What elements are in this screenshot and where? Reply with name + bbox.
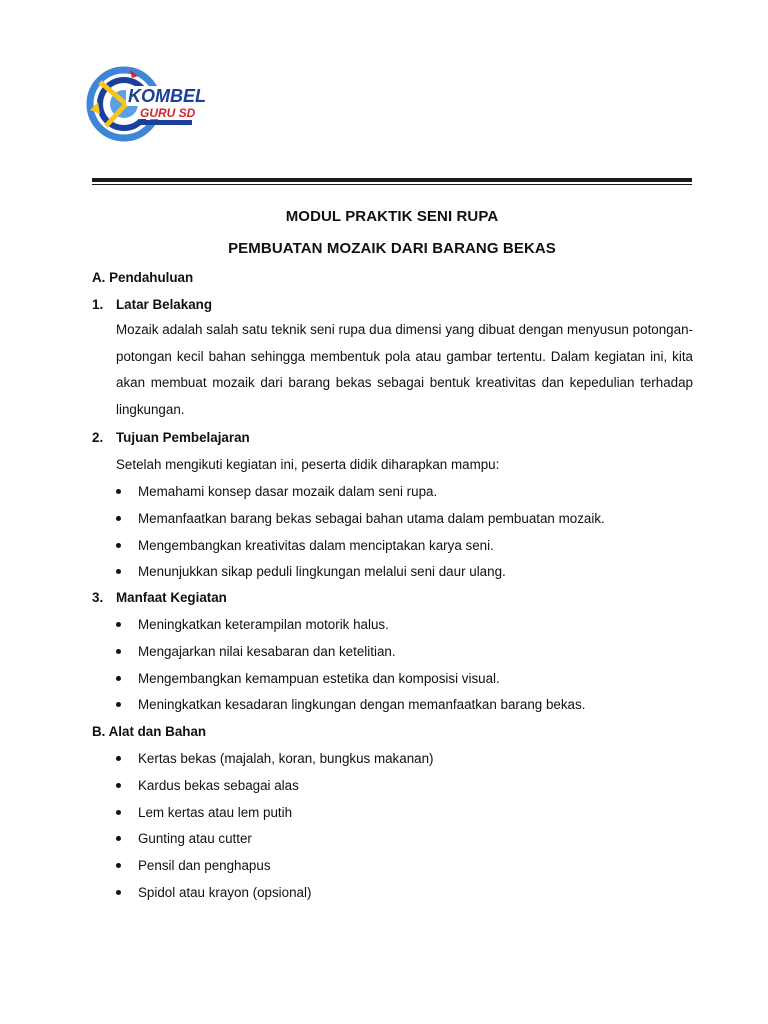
list-item: Pensil dan penghapus	[112, 857, 434, 884]
header-divider-thin	[92, 184, 692, 185]
section-b-heading: B. Alat dan Bahan	[92, 724, 207, 739]
kombel-logo	[86, 64, 216, 144]
background-paragraph: Mozaik adalah salah satu teknik seni rupa dua dimensi yang dibuat dengan menyusun potongan-potongan kecil bahan sehingga membentuk pola atau gambar tertentu. Dalam kegiatan ini, kita akan membuat mozaik dari barang bekas sebagai bentuk kreativitas dan kepedulian terhadap lingkungan.	[116, 322, 693, 418]
list-item: Meningkatkan keterampilan motorik halus.	[112, 616, 585, 643]
tools-materials-list	[112, 750, 434, 911]
subsection-1-heading	[92, 297, 212, 312]
list-item: Mengembangkan kemampuan estetika dan komposisi visual.	[112, 670, 585, 697]
subsection-label: Manfaat Kegiatan	[116, 590, 227, 605]
list-item: Mengajarkan nilai kesabaran dan ketelitian.	[112, 643, 585, 670]
objectives-intro: Setelah mengikuti kegiatan ini, peserta didik diharapkan mampu:	[116, 457, 500, 472]
svg-text:GURU SD: GURU SD	[140, 106, 196, 120]
list-item: Kertas bekas (majalah, koran, bungkus makanan)	[112, 750, 434, 777]
header-divider-thick	[92, 178, 692, 182]
section-a-heading: A. Pendahuluan	[92, 270, 194, 285]
objectives-list	[112, 483, 605, 590]
subsection-number: 2.	[92, 430, 104, 445]
subsection-label: Latar Belakang	[116, 297, 213, 312]
benefits-list	[112, 616, 585, 723]
list-item: Memahami konsep dasar mozaik dalam seni rupa.	[112, 483, 605, 510]
subsection-3-heading	[92, 590, 227, 605]
document-title: MODUL PRAKTIK SENI RUPA	[285, 208, 499, 225]
list-item: Lem kertas atau lem putih	[112, 804, 434, 831]
list-item: Kardus bekas sebagai alas	[112, 777, 434, 804]
subsection-number: 3.	[92, 590, 104, 605]
subsection-label: Tujuan Pembelajaran	[116, 430, 250, 445]
list-item: Menunjukkan sikap peduli lingkungan melalui seni daur ulang.	[112, 563, 605, 590]
kombel-guru-sd-logo-icon	[86, 64, 216, 144]
list-item: Gunting atau cutter	[112, 830, 434, 857]
document-subtitle: PEMBUATAN MOZAIK DARI BARANG BEKAS	[228, 240, 556, 257]
list-item: Meningkatkan kesadaran lingkungan dengan memanfaatkan barang bekas.	[112, 696, 585, 723]
subsection-number: 1.	[92, 297, 104, 312]
list-item: Spidol atau krayon (opsional)	[112, 884, 434, 911]
list-item: Mengembangkan kreativitas dalam menciptakan karya seni.	[112, 537, 605, 564]
subsection-2-heading	[92, 430, 250, 445]
list-item: Memanfaatkan barang bekas sebagai bahan utama dalam pembuatan mozaik.	[112, 510, 605, 537]
svg-text:KOMBEL: KOMBEL	[128, 86, 206, 106]
